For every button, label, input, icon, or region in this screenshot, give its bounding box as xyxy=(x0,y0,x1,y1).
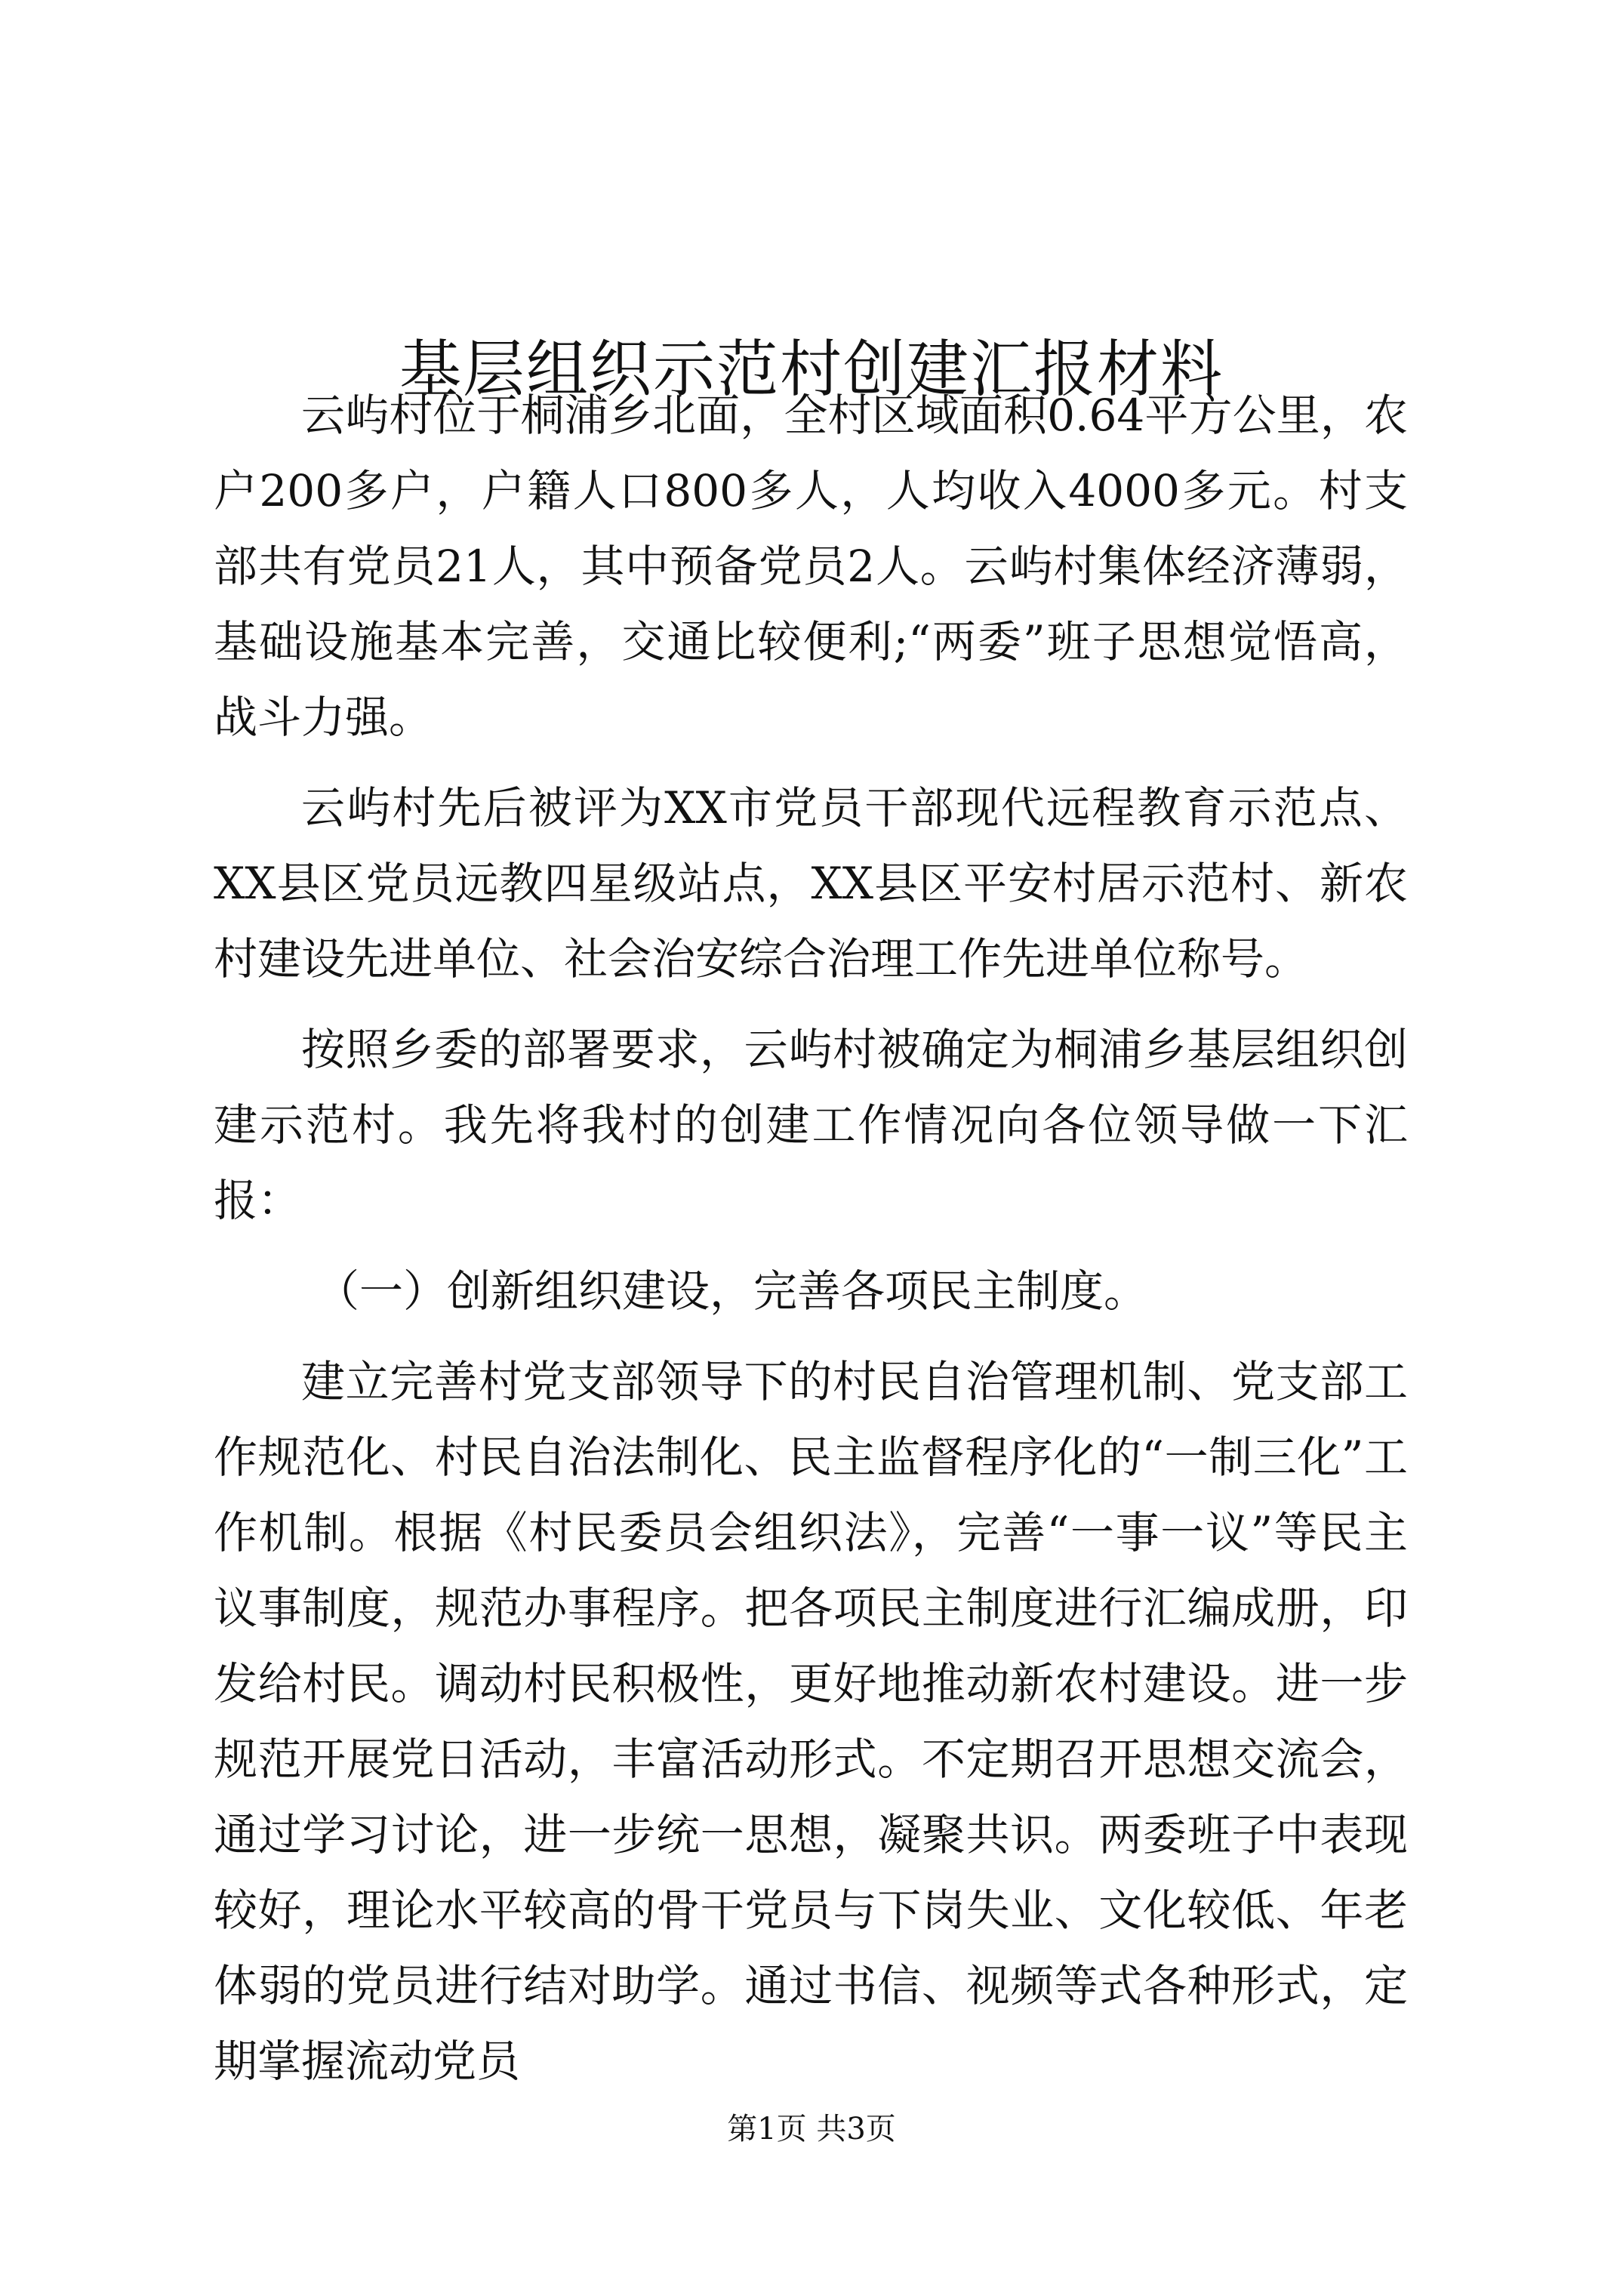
section-heading-1: （一）创新组织建设，完善各项民主制度。 xyxy=(316,1265,1148,1317)
paragraph-report-intro: 按照乡委的部署要求，云屿村被确定为桐浦乡基层组织创建示范村。我先将我村的创建工作情况向各位领导做一下汇报： xyxy=(214,1024,1408,1226)
document-title: 基层组织示范村创建汇报材料 xyxy=(399,333,1224,405)
page-footer: 第1页 共3页 xyxy=(727,2112,896,2147)
paragraph-organization-building: 建立完善村党支部领导下的村民自治管理机制、党支部工作规范化、村民自治法制化、民主监督程序化的“一制三化”工作机制。根据《村民委员会组织法》，完善“一事一议”等民主议事制度，规范办事程序。把各项民主制度进行汇编成册，印发给村民。调动村民积极性，更好地推动新农村建设。进一步规范开展党日活动，丰富活动形式。不定期召开思想交流会，通过学习讨论，进一步统一思想，凝聚共识。两委班子中表现较好，理论水平较高的骨干党员与下岗失业、文化较低、年老体弱的党员进行结对助学。通过书信、视频等式各种形式，定期掌握流动党员 xyxy=(214,1356,1408,2087)
paragraph-honors: 云屿村先后被评为XX市党员干部现代远程教育示范点、XX县区党员远教四星级站点，XX县区平安村居示范村、新农村建设先进单位、社会治安综合治理工作先进单位称号。 xyxy=(214,782,1408,985)
document-body xyxy=(214,378,1408,2114)
paragraph-village-overview: 云屿村位于桐浦乡北面，全村区域面积0.64平方公里，农户200多户，户籍人口800多人，人均收入4000多元。村支部共有党员21人，其中预备党员2人。云屿村集体经济薄弱，基础设施基本完善，交通比较便利;“两委”班子思想觉悟高，战斗力强。 xyxy=(214,390,1408,743)
